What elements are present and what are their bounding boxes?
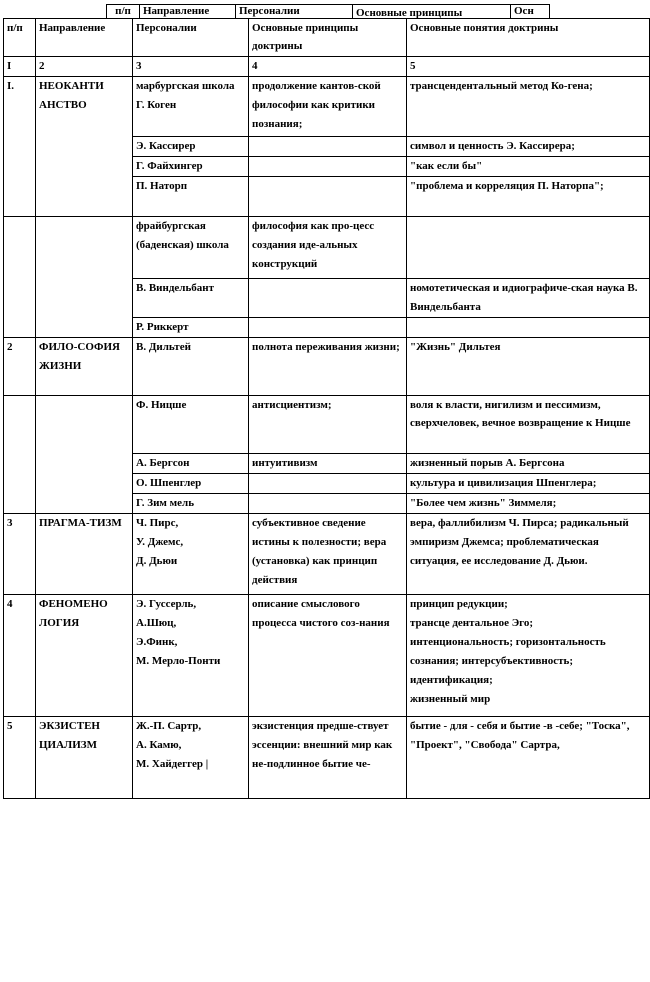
header-persons: Персоналии	[133, 19, 249, 57]
row2-nietzsche: Ф. Ницше	[133, 396, 249, 454]
strip-col-direction: Направление	[139, 5, 235, 18]
header-num: п/п	[4, 19, 36, 57]
row1-natorp-principle	[249, 177, 407, 217]
row2-nietzsche-principle: антисциентизм;	[249, 396, 407, 454]
strip-col-principles: Основные принципы	[352, 5, 510, 18]
row5-principle: экзистенция предше-ствует эссенции: внешний мир как не-подлинное бытие че-	[249, 717, 407, 799]
colnum-3: 3	[133, 57, 249, 77]
row1-windelband: В. Виндельбант	[133, 279, 249, 318]
row1b-direction	[36, 217, 133, 338]
row1-freiburg-concept	[407, 217, 650, 279]
row1-natorp: П. Наторп	[133, 177, 249, 217]
header-strip	[106, 4, 550, 19]
row1-rickert-concept	[407, 318, 650, 338]
row1-num: I.	[4, 77, 36, 217]
row2-simmel-concept: "Более чем жизнь" Зиммеля;	[407, 494, 650, 514]
row3-concepts: вера, фаллибилизм Ч. Пирса; радикальный эмпиризм Джемса; проблематическая ситуация, ее исследование Д. Дьюи.	[407, 514, 650, 595]
colnum-4: 4	[249, 57, 407, 77]
row2-bergson: А. Бергсон	[133, 454, 249, 474]
row1-rickert-principle	[249, 318, 407, 338]
row5-persons: Ж.-П. Сартр, А. Камю, М. Хайдеггер |	[133, 717, 249, 799]
row1-freiburg-school: фрайбургская (баденская) школа	[133, 217, 249, 279]
row2-spengler: О. Шпенглер	[133, 474, 249, 494]
row2-bergson-concept: жизненный порыв А. Бергсона	[407, 454, 650, 474]
table-row	[4, 396, 650, 454]
row2b-num	[4, 396, 36, 514]
row4-persons: Э. Гуссерль, А.Шюц, Э.Финк, М. Мерло-Понти	[133, 595, 249, 717]
header-direction: Направление	[36, 19, 133, 57]
row2-bergson-principle: интуитивизм	[249, 454, 407, 474]
strip-col-concepts: Осн	[510, 5, 549, 18]
row1-marburg-school: марбургская школа Г. Коген	[133, 77, 249, 137]
row1-windelband-concept: номотетическая и идиографиче-ская наука В. Виндельбанта	[407, 279, 650, 318]
row3-num: 3	[4, 514, 36, 595]
row1-direction: НЕОКАНТИ АНСТВО	[36, 77, 133, 217]
row2b-direction	[36, 396, 133, 514]
table-row	[4, 717, 650, 799]
colnum-1: I	[4, 57, 36, 77]
row1-marburg-principle: продолжение кантов-ской философии как критики познания;	[249, 77, 407, 137]
row1-cassirer: Э. Кассирер	[133, 137, 249, 157]
row1-rickert: Р. Риккерт	[133, 318, 249, 338]
row2-direction: ФИЛО-СОФИЯ ЖИЗНИ	[36, 338, 133, 396]
row3-direction: ПРАГМА-ТИЗМ	[36, 514, 133, 595]
row4-direction: ФЕНОМЕНО ЛОГИЯ	[36, 595, 133, 717]
strip-col-num: п/п	[115, 5, 131, 17]
row4-concepts: принцип редукции; трансце дентальное Эго; интенциональность; горизонтальность сознания; интерсубъективность; идентификация; жизненный мир	[407, 595, 650, 717]
row5-num: 5	[4, 717, 36, 799]
row1-vaihinger: Г. Файхингер	[133, 157, 249, 177]
row1-freiburg-principle: философия как про-цесс создания иде-альных конструкций	[249, 217, 407, 279]
header-concepts: Основные понятия доктрины	[407, 19, 650, 57]
row2-dilthey-concept: "Жизнь" Дильтея	[407, 338, 650, 396]
row1b-num	[4, 217, 36, 338]
row2-num: 2	[4, 338, 36, 396]
row3-persons: Ч. Пирс, У. Джемс, Д. Дьюи	[133, 514, 249, 595]
row5-concepts: бытие - для - себя и бытие -в -себе; "Тоска", "Проект", "Свобода" Сартра,	[407, 717, 650, 799]
row1-cassirer-concept: символ и ценность Э. Кассирера;	[407, 137, 650, 157]
row5-direction: ЭКЗИСТЕН ЦИАЛИЗМ	[36, 717, 133, 799]
row1-vaihinger-principle	[249, 157, 407, 177]
table-row	[4, 77, 650, 137]
row2-dilthey: В. Дильтей	[133, 338, 249, 396]
row2-nietzsche-concept: воля к власти, нигилизм и пессимизм, сверхчеловек, вечное возвращение к Ницше	[407, 396, 650, 454]
row1-natorp-concept: "проблема и корреляция П. Наторпа";	[407, 177, 650, 217]
row3-principle: субъективное сведение истины к полезности; вера (установка) как принцип действия	[249, 514, 407, 595]
row4-principle: описание смыслового процесса чистого соз-нания	[249, 595, 407, 717]
row2-simmel-principle	[249, 494, 407, 514]
row2-spengler-principle	[249, 474, 407, 494]
row1-cohen-concept: трансцендентальный метод Ко-гена;	[407, 77, 650, 137]
colnum-5: 5	[407, 57, 650, 77]
table-row	[4, 514, 650, 595]
strip-col-persons: Персоналии	[235, 5, 352, 18]
table-row	[4, 217, 650, 279]
row1-cassirer-principle	[249, 137, 407, 157]
doctrines-table	[3, 18, 650, 799]
column-numbers-row	[4, 57, 650, 77]
header-principles: Основные принципы доктрины	[249, 19, 407, 57]
row4-num: 4	[4, 595, 36, 717]
row2-dilthey-principle: полнота переживания жизни;	[249, 338, 407, 396]
table-header-row	[4, 19, 650, 57]
row1-windelband-principle	[249, 279, 407, 318]
table-row	[4, 595, 650, 717]
table-row	[4, 338, 650, 396]
row1-vaihinger-concept: "как если бы"	[407, 157, 650, 177]
row2-simmel: Г. Зим мель	[133, 494, 249, 514]
row2-spengler-concept: культура и цивилизация Шпенглера;	[407, 474, 650, 494]
colnum-2: 2	[36, 57, 133, 77]
